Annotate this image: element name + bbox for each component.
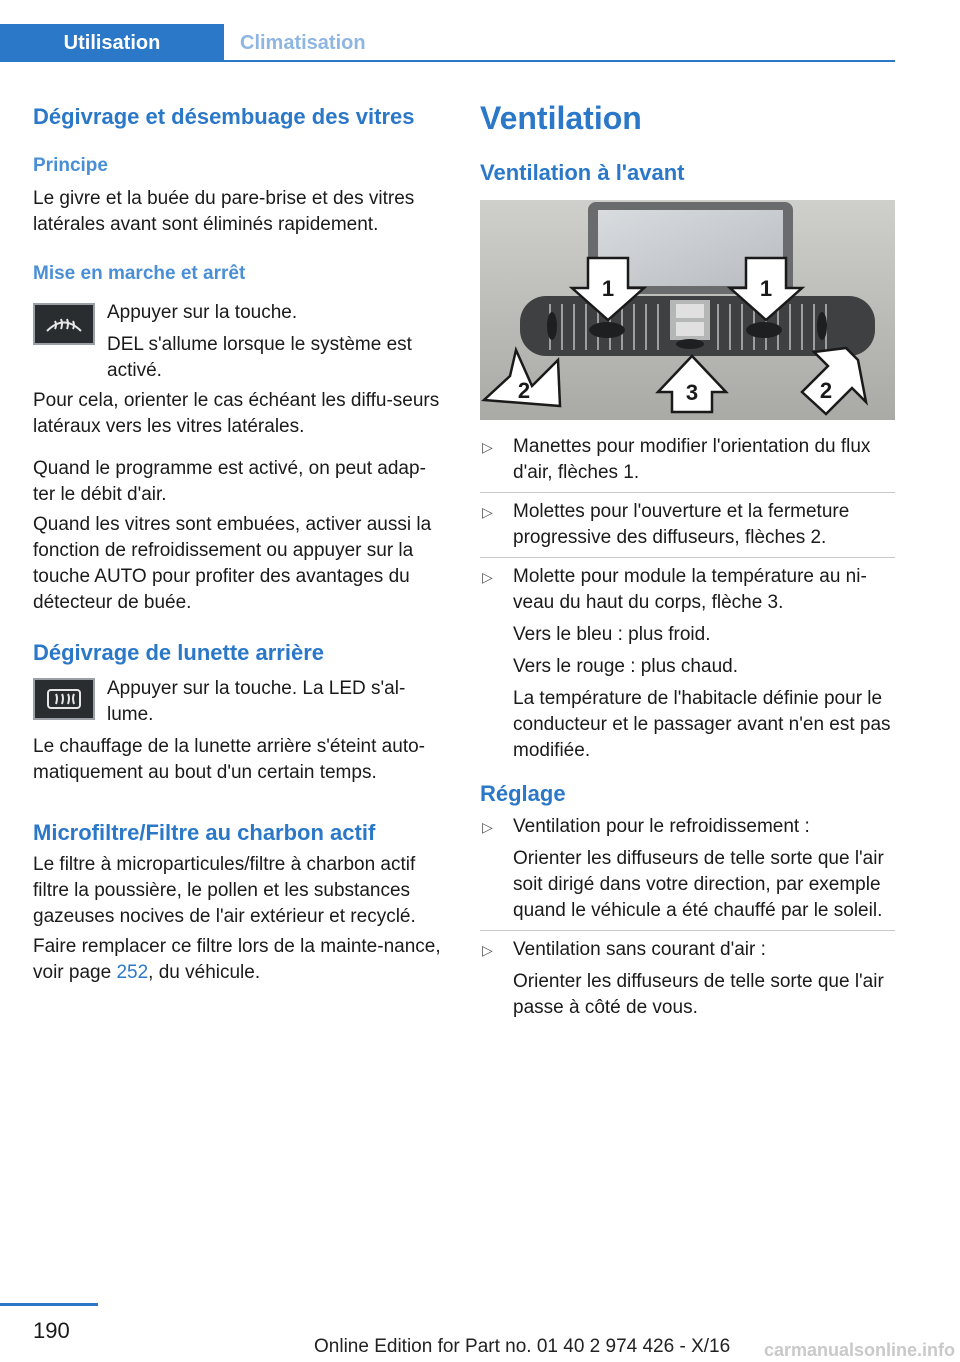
heading-defrost: Dégivrage et désembuage des vitres	[33, 104, 415, 129]
list-item-text: Manettes pour modifier l'orientation du flux d'air, flèches 1.	[513, 436, 871, 483]
heading-filter: Microfiltre/Filtre au charbon actif	[33, 820, 376, 845]
list-item	[480, 564, 895, 764]
text-replace	[33, 934, 443, 986]
heading-ventilation: Ventilation	[480, 100, 642, 136]
edition-text: Online Edition for Part no. 01 40 2 974 426 - X/16	[314, 1336, 731, 1357]
photo-label-1a: 1	[601, 276, 615, 301]
front-defrost-button-icon	[33, 303, 95, 345]
list-item-text: Molette pour module la température au ni-veau du haut du corps, flèche 3.	[513, 566, 867, 613]
list-item	[480, 814, 895, 924]
list-item	[480, 499, 895, 551]
heading-rear-defrost: Dégivrage de lunette arrière	[33, 640, 325, 665]
windshield-defrost-icon	[44, 311, 84, 337]
list-item	[480, 434, 895, 486]
photo-label-2a: 2	[517, 378, 531, 403]
list-item-text: Molettes pour l'ouverture et la fermeture progressive des diffuseurs, flèches 2.	[513, 501, 850, 548]
text-press: Appuyer sur la touche.	[107, 302, 298, 323]
heading-adjust: Réglage	[480, 781, 566, 806]
text-led	[107, 332, 432, 384]
text-rear-auto: Le chauffage de la lunette arrière s'éteint auto-matiquement au bout d'un certain temps.	[33, 736, 425, 783]
list-subtext-note: La température de l'habitacle définie pour le conducteur et le passager avant n'en est pas modifiée.	[513, 688, 891, 761]
triangle-bullet-icon: ▷	[482, 504, 493, 520]
heading-principle: Principe	[33, 155, 108, 176]
page-number: 190	[33, 1318, 70, 1343]
list-divider	[480, 492, 895, 493]
text-fogged: Quand les vitres sont embuées, activer aussi la fonction de refroidissement ou appuyer sur la touche AUTO pour profiter des avantages du détecteur de buée.	[33, 514, 432, 613]
header-bar	[0, 24, 895, 62]
footer-rule	[0, 1303, 98, 1306]
tab-climatisation[interactable]: Climatisation	[240, 32, 366, 54]
triangle-bullet-icon: ▷	[482, 942, 493, 958]
list-subtext: Orienter les diffuseurs de telle sorte que l'air soit dirigé dans votre direction, par exemple quand le véhicule a été chauffé par le soleil.	[513, 848, 884, 921]
dashboard-vents-photo	[480, 200, 895, 420]
triangle-bullet-icon: ▷	[482, 569, 493, 585]
list-subtext-red: Vers le rouge : plus chaud.	[513, 656, 738, 677]
text-replace-b: , du véhicule.	[148, 962, 261, 983]
heading-front-ventilation: Ventilation à l'avant	[480, 160, 685, 185]
list-divider	[480, 557, 895, 558]
list-item-text: Ventilation pour le refroidissement :	[513, 816, 810, 837]
tab-utilisation[interactable]: Utilisation	[0, 24, 224, 62]
heading-onoff: Mise en marche et arrêt	[33, 263, 246, 284]
vent-controls-list	[480, 434, 895, 764]
rear-window-defrost-icon	[44, 686, 84, 712]
list-subtext: Orienter les diffuseurs de telle sorte que l'air passe à côté de vous.	[513, 971, 884, 1018]
photo-label-2b: 2	[819, 378, 833, 403]
text-rear-press: Appuyer sur la touche. La LED s'al-lume.	[107, 678, 406, 725]
adjust-list	[480, 814, 895, 1021]
list-divider	[480, 930, 895, 931]
list-item-text: Ventilation sans courant d'air :	[513, 939, 766, 960]
page-link-252[interactable]: 252	[116, 962, 149, 983]
watermark: carmanualsonline.info	[764, 1340, 956, 1360]
triangle-bullet-icon: ▷	[482, 439, 493, 455]
text-orient: Pour cela, orienter le cas échéant les diffu-seurs latéraux vers les vitres latérales.	[33, 390, 440, 437]
text-led-content: DEL s'allume lorsque le système est activé.	[107, 334, 412, 381]
text-program: Quand le programme est activé, on peut adap-ter le débit d'air.	[33, 458, 426, 505]
list-item	[480, 937, 895, 1021]
photo-label-3: 3	[685, 380, 699, 405]
rear-defrost-button-icon	[33, 678, 95, 720]
list-subtext-blue: Vers le bleu : plus froid.	[513, 624, 711, 645]
text-filter: Le filtre à microparticules/filtre à charbon actif filtre la poussière, le pollen et les substances gazeuses nocives de l'air extérieur et recyclé.	[33, 854, 416, 927]
text-replace-a: Faire remplacer ce filtre lors de la mainte-nance, voir page	[33, 936, 441, 983]
photo-label-1b: 1	[759, 276, 773, 301]
text-principle: Le givre et la buée du pare-brise et des vitres latérales avant sont éliminés rapidement.	[33, 188, 415, 235]
triangle-bullet-icon: ▷	[482, 819, 493, 835]
